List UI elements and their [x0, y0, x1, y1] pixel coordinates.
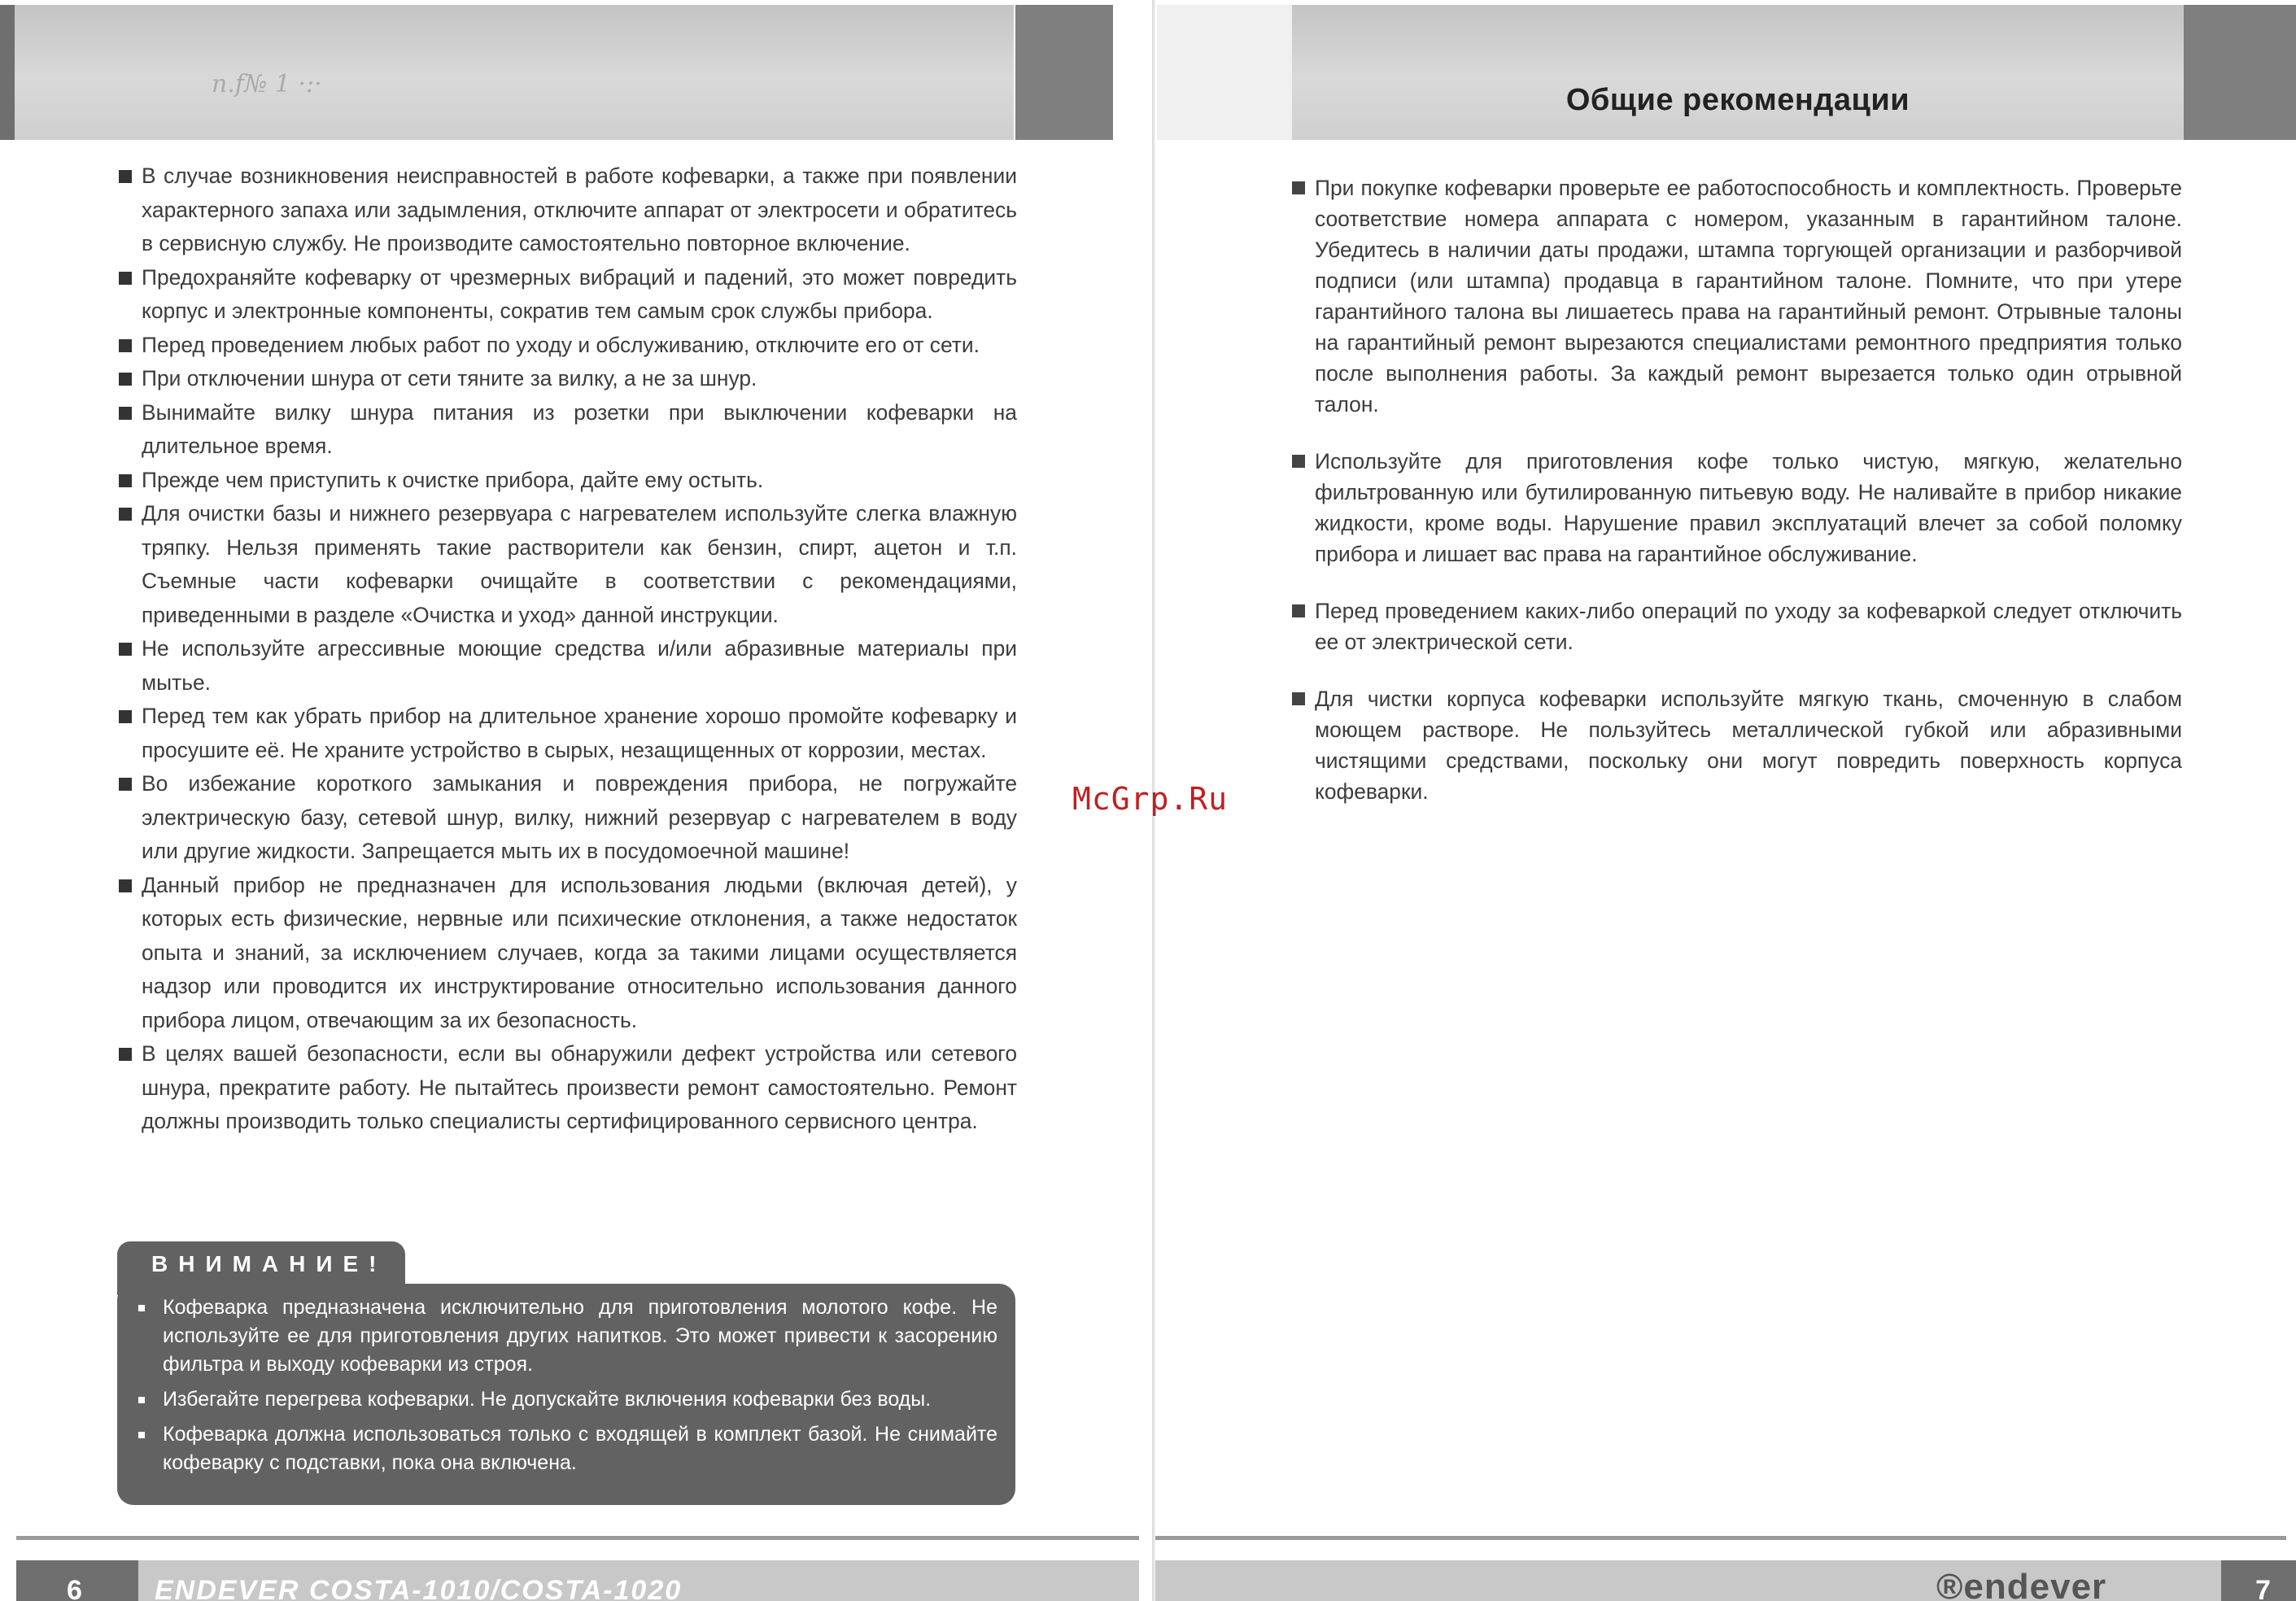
- list-item: Перед проведением любых работ по уходу и обслуживанию, отключите его от сети.: [119, 329, 1017, 363]
- list-item: При покупке кофеварки проверьте ее работоспособность и комплектность. Проверьте соответствие номера аппарата с номером, указанным в гарантийном талоне. Убедитесь в наличии даты продажи, штампа торгующей организации и разборчивой подписи (или штампа) продавца в гарантийном талоне. Помните, что при утере гарантийного талона вы лишаетесь права на гарантийный ремонт. Отрывные талоны на гарантийный ремонт вырезаются специалистами ремонтного предприятия только после выполнения работы. За каждый ремонт вырезается только один отрывной талон.: [1292, 172, 2182, 420]
- warning-title: ВНИМАНИЕ!: [151, 1251, 387, 1276]
- bullet-square-icon: [119, 710, 132, 723]
- bullet-square-icon: [119, 508, 132, 521]
- bullet-square-icon: [119, 339, 132, 352]
- right-page: [1155, 0, 2296, 1601]
- bullet-square-icon: [119, 1048, 132, 1061]
- bullet-square-icon: [119, 373, 132, 386]
- header-bar: [1292, 5, 2184, 140]
- recommendations-list: [1292, 172, 2182, 833]
- warning-item: Кофеварка предназначена исключительно для приготовления молотого кофе. Не используйте ее для приготовления других напитков. Это может привести к засорению фильтра и выходу кофеварки из строя.: [137, 1293, 997, 1379]
- footer-band: [1155, 1560, 2286, 1601]
- bullet-square-icon: [1292, 455, 1305, 468]
- bullet-square-icon: [119, 474, 132, 487]
- header-edge: [0, 5, 15, 140]
- list-item: Данный прибор не предназначен для использования людьми (включая детей), у которых есть физические, нервные или психические отклонения, а также недостаток опыта и знаний, за исключением случаев, когда за такими лицами осуществляется надзор или проводится их инструктирование относительно использования данного прибора лицом, отвечающим за их безопасность.: [119, 869, 1017, 1038]
- page-number: 6: [67, 1575, 82, 1601]
- bullet-square-icon: [119, 407, 132, 420]
- list-item: Во избежание короткого замыкания и повреждения прибора, не погружайте электрическую базу, сетевой шнур, вилку, нижний резервуар с нагревателем в воду или другие жидкости. Запрещается мыть их в посудомоечной машине!: [119, 767, 1017, 869]
- brand-logo: ®endever: [1936, 1567, 2107, 1601]
- warning-item: Избегайте перегрева кофеварки. Не допускайте включения кофеварки без воды.: [137, 1385, 997, 1414]
- bullet-square-icon: [119, 272, 132, 285]
- handwritten-note: n.f№ 1 ·:·: [212, 70, 322, 98]
- footer-rule: [1155, 1536, 2286, 1540]
- bullet-square-icon: [1292, 604, 1305, 617]
- list-item: Предохраняйте кофеварку от чрезмерных вибраций и падений, это может повредить корпус и электронные компоненты, сократив тем самым срок службы прибора.: [119, 261, 1017, 329]
- list-item: Используйте для приготовления кофе только чистую, мягкую, желательно фильтрованную или бутилированную питьевую воду. Не наливайте в прибор никакие жидкости, кроме воды. Нарушение правил эксплуатаций влечет за собой поломку прибора и лишает вас права на гарантийное обслуживание.: [1292, 446, 2182, 569]
- footer-rule: [16, 1536, 1139, 1540]
- list-item: Перед тем как убрать прибор на длительное хранение хорошо промойте кофеварку и просушите её. Не храните устройство в сырых, незащищенных от коррозии, местах.: [119, 700, 1017, 767]
- bullet-dot-icon: [138, 1432, 145, 1438]
- section-title: Общие рекомендации: [1565, 83, 1910, 117]
- list-item: Не используйте агрессивные моющие средства и/или абразивные материалы при мытье.: [119, 632, 1017, 700]
- warning-list: [137, 1293, 997, 1484]
- list-item: При отключении шнура от сети тяните за вилку, а не за шнур.: [119, 362, 1017, 396]
- list-item: Для чистки корпуса кофеварки используйте мягкую ткань, смоченную в слабом моющем растворе. Не пользуйтесь металлической губкой или абразивными чистящими средствами, поскольку они могут повредить поверхность корпуса кофеварки.: [1292, 683, 2182, 807]
- footer-model: ENDEVER COSTA-1010/COSTA-1020: [155, 1575, 683, 1601]
- bullet-dot-icon: [138, 1397, 145, 1403]
- bullet-square-icon: [119, 778, 132, 791]
- watermark: McGrp.Ru: [1072, 781, 1229, 817]
- list-item: Перед проведением каких-либо операций по уходу за кофеваркой следует отключить ее от электрической сети.: [1292, 595, 2182, 657]
- list-item: Прежде чем приступить к очистке прибора, дайте ему остыть.: [119, 464, 1017, 498]
- bullet-dot-icon: [138, 1305, 145, 1311]
- header-bar: [15, 5, 1014, 140]
- list-item: Для очистки базы и нижнего резервуара с нагревателем используйте слегка влажную тряпку. Нельзя применять такие растворители как бензин, спирт, ацетон и т.п. Съемные части кофеварки очищайте в соответствии с рекомендациями, приведенными в разделе «Очистка и уход» данной инструкции.: [119, 497, 1017, 632]
- safety-list: [119, 159, 1017, 1139]
- bullet-square-icon: [119, 643, 132, 656]
- warning-item: Кофеварка должна использоваться только с входящей в комплект базой. Не снимайте кофеварку с подставки, пока она включена.: [137, 1420, 997, 1477]
- page-number: 7: [2255, 1575, 2271, 1601]
- header-light: [1157, 5, 1292, 140]
- header-accent: [1015, 5, 1113, 140]
- bullet-square-icon: [119, 170, 132, 183]
- list-item: В случае возникновения неисправностей в работе кофеварки, а также при появлении характерного запаха или задымления, отключите аппарат от электросети и обратитесь в сервисную службу. Не производите самостоятельно повторное включение.: [119, 159, 1017, 261]
- list-item: В целях вашей безопасности, если вы обнаружили дефект устройства или сетевого шнура, прекратите работу. Не пытайтесь произвести ремонт самостоятельно. Ремонт должны производить только специалисты сертифицированного сервисного центра.: [119, 1037, 1017, 1139]
- header-accent: [2184, 5, 2296, 140]
- bullet-square-icon: [1292, 692, 1305, 705]
- list-item: Вынимайте вилку шнура питания из розетки при выключении кофеварки на длительное время.: [119, 396, 1017, 464]
- bullet-square-icon: [1292, 181, 1305, 194]
- bullet-square-icon: [119, 879, 132, 892]
